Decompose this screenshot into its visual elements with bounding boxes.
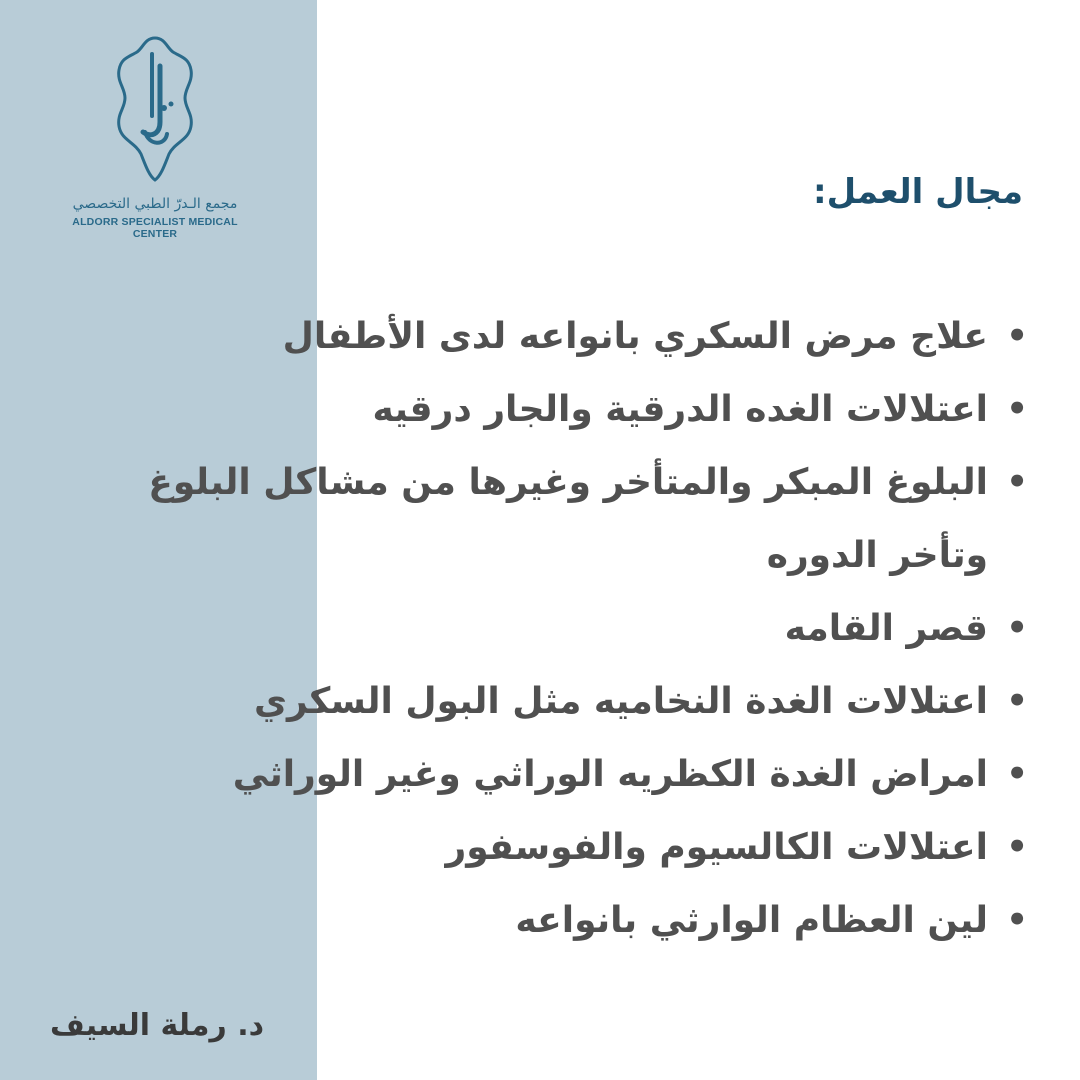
- list-item: • اعتلالات الكالسيوم والفوسفور: [68, 811, 988, 884]
- list-item: • امراض الغدة الكظريه الوراثي وغير الوراثي: [68, 738, 988, 811]
- list-item: • قصر القامه: [68, 592, 988, 665]
- list-item: • علاج مرض السكري بانواعه لدى الأطفال: [68, 300, 988, 373]
- doctor-name: د. رملة السيف: [50, 1008, 265, 1043]
- list-item: • البلوغ المبكر والمتأخر وغيرها من مشاكل البلوغ وتأخر الدوره: [68, 446, 988, 592]
- services-list: [68, 300, 988, 957]
- clinic-logo: [55, 34, 255, 240]
- list-item: • لين العظام الوارثي بانواعه: [68, 884, 988, 957]
- list-item: • اعتلالات الغده الدرقية والجار درقيه: [68, 373, 988, 446]
- list-item: • اعتلالات الغدة النخاميه مثل البول السكري: [68, 665, 988, 738]
- logo-name-arabic: مجمع الـدرّ الطبي التخصصي: [72, 196, 238, 212]
- logo-emblem-icon: [105, 34, 205, 184]
- logo-name-english: ALDORR SPECIALIST MEDICAL CENTER: [72, 216, 238, 240]
- section-heading: مجال العمل:: [812, 172, 1023, 212]
